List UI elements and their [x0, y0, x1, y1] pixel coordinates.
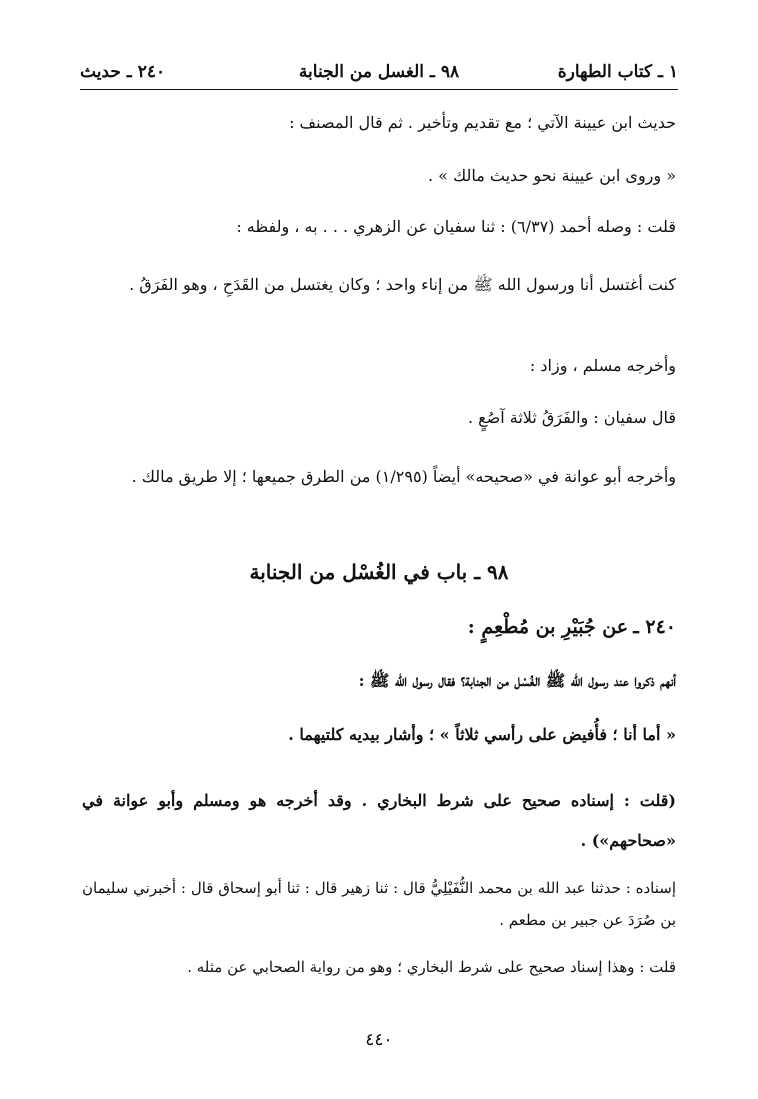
text-line-4: كنت أغتسل أنا ورسول الله ﷺ من إناء واحد ؛ وكان يغتسل من القَدَحِ ، وهو الفَرَقُ .	[129, 275, 676, 294]
isnad-text: إسناده : حدثنا عبد الله بن محمد النُّفَيْلِيُّ قال : ثنا زهير قال : ثنا أبو إسحاق قال : أخبرني سليمان بن صُرَدَ عن جبير بن مطعم .	[82, 879, 676, 929]
text-line-1: حديث ابن عيينة الآتي ؛ مع تقديم وتأخير . ثم قال المصنف :	[289, 113, 676, 132]
verdict-text: قلت : وهذا إسناد صحيح على شرط البخاري ؛ وهو من رواية الصحابي عن مثله .	[187, 958, 676, 976]
text-line-5: وأخرجه مسلم ، وزاد :	[529, 356, 676, 375]
page-number: ٤٤٠	[365, 1030, 393, 1050]
hadith-heading	[468, 616, 676, 638]
hadith-text-1: أنهم ذكروا عند رسول الله ﷺ الغُسْل من الجنابة؟ فقال رسول الله ﷺ :	[358, 671, 676, 690]
chapter-title: ٩٨ ـ باب في الغُسْل من الجنابة	[249, 560, 509, 584]
text-line-3: قلت : وصله أحمد (٦/٣٧) : ثنا سفيان عن الزهري . . . به ، ولفظه :	[236, 217, 676, 236]
header-rule	[80, 89, 678, 90]
text-line-7: وأخرجه أبو عوانة في «صحيحه» أيضاً (١/٢٩٥) من الطرق جميعها ؛ إلا طريق مالك .	[131, 467, 676, 486]
header-hadith-number: ٢٤٠ ـ حديث	[80, 62, 166, 82]
hadith-note: (قلت : إسناده صحيح على شرط البخاري . وقد أخرجه هو ومسلم وأبو عوانة في «صحاحهم») .	[82, 791, 676, 850]
text-line-2: « وروى ابن عيينة نحو حديث مالك » .	[427, 166, 676, 185]
hadith-narrator: عن جُبَيْرِ بن مُطْعِمٍ :	[467, 616, 629, 638]
hadith-number: ٢٤٠ ـ	[633, 616, 676, 638]
header-chapter-title: ٩٨ ـ الغسل من الجنابة	[298, 62, 460, 82]
hadith-text-2: « أما أنا ؛ فأُفيض على رأسي ثلاثاً » ؛ وأشار بيديه كلتيهما .	[288, 725, 676, 744]
header-book-title: ١ ـ كتاب الطهارة	[557, 62, 678, 82]
text-line-6: قال سفيان : والفَرَقُ ثلاثة آصُعٍ .	[467, 408, 676, 427]
running-header	[80, 62, 678, 88]
